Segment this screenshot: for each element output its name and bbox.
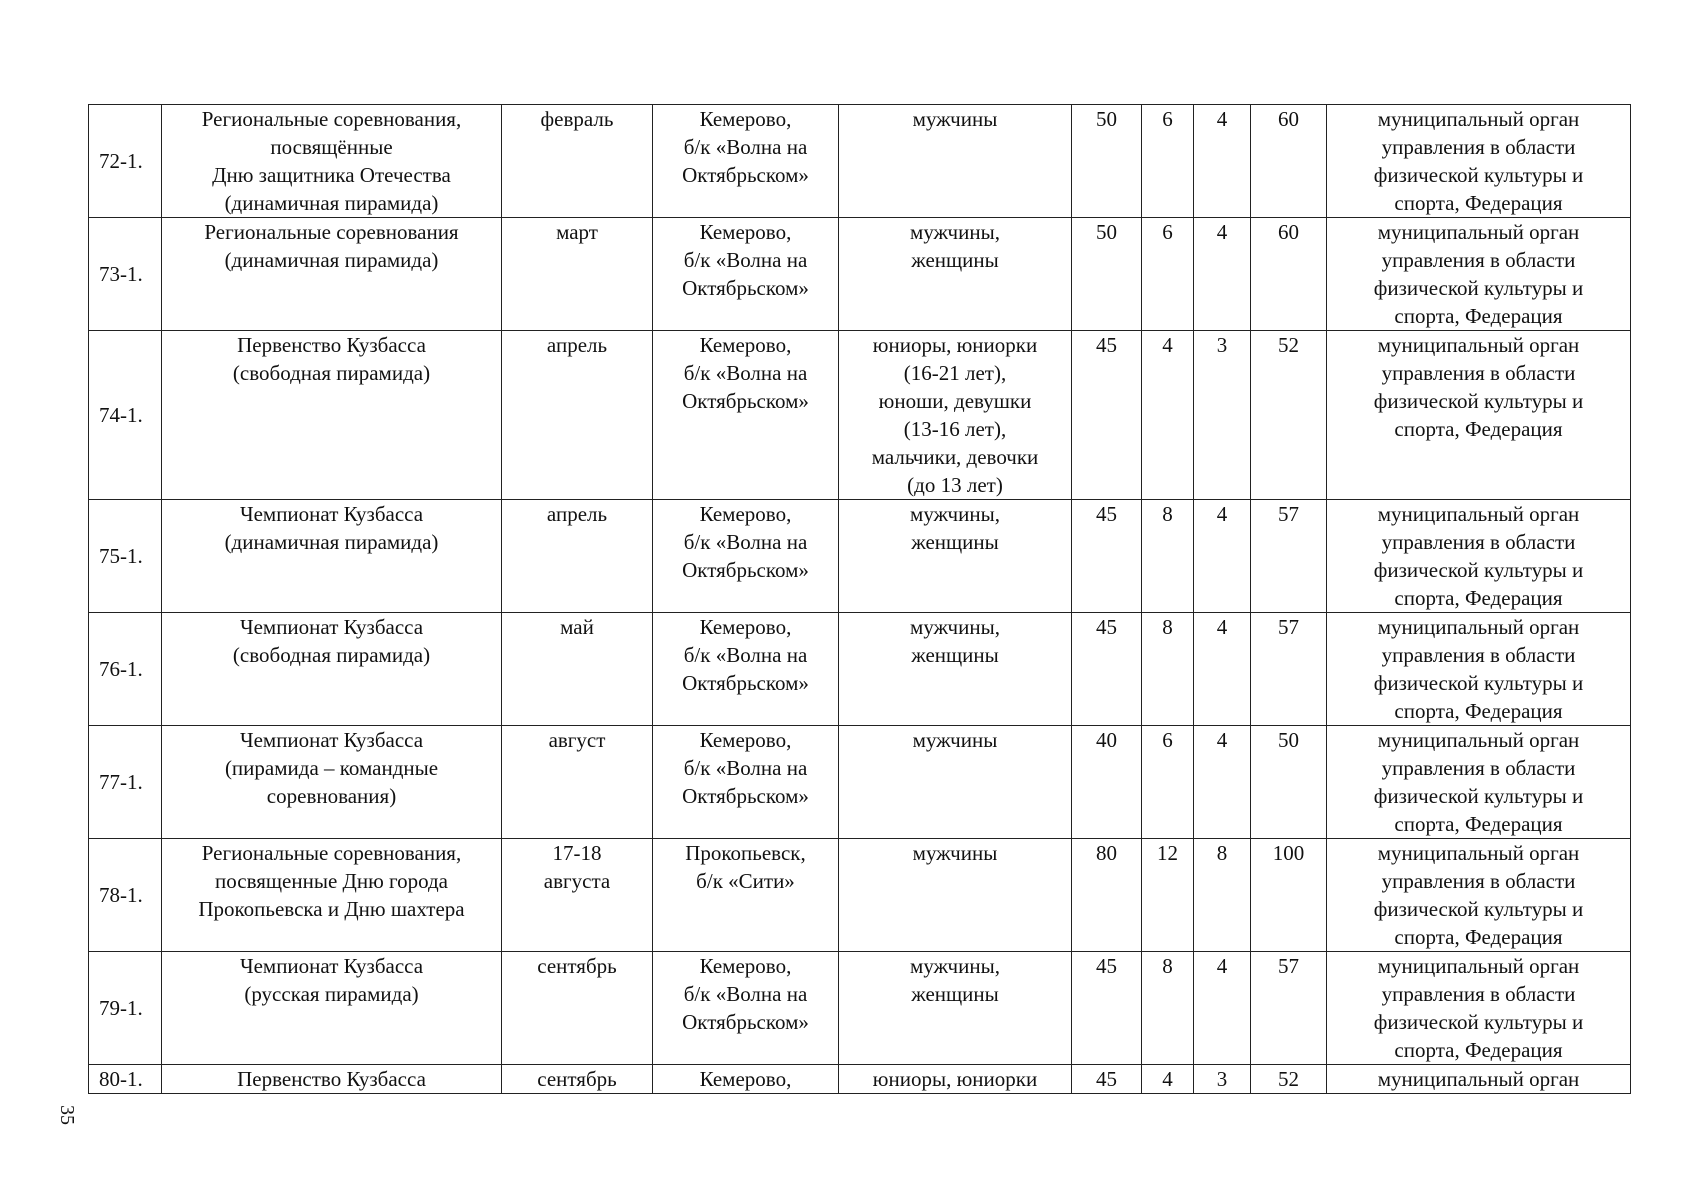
row-number-cell: 78-1. [89, 839, 162, 952]
event-place-cell: Прокопьевск, б/к «Сити» [653, 839, 839, 952]
count-total-cell: 52 [1251, 331, 1327, 500]
event-date-cell: май [502, 613, 653, 726]
count-total-cell: 50 [1251, 726, 1327, 839]
count-total-cell: 52 [1251, 1065, 1327, 1094]
event-name-cell: Региональные соревнования, посвященные Дню города Прокопьевска и Дню шахтера [162, 839, 502, 952]
participants-cell: юниоры, юниорки (16-21 лет), юноши, девушки (13-16 лет), мальчики, девочки (до 13 лет) [839, 331, 1072, 500]
participants-cell: мужчины, женщины [839, 952, 1072, 1065]
event-date-cell: февраль [502, 105, 653, 218]
participants-cell: мужчины [839, 839, 1072, 952]
count-1-cell: 80 [1072, 839, 1142, 952]
participants-cell: мужчины [839, 105, 1072, 218]
count-1-cell: 45 [1072, 500, 1142, 613]
count-3-cell: 4 [1194, 500, 1251, 613]
event-place-cell: Кемерово, б/к «Волна на Октябрьском» [653, 105, 839, 218]
count-2-cell: 8 [1142, 613, 1194, 726]
count-2-cell: 6 [1142, 218, 1194, 331]
count-3-cell: 4 [1194, 726, 1251, 839]
count-total-cell: 57 [1251, 613, 1327, 726]
organizer-cell: муниципальный орган управления в области физической культуры и спорта, Федерация [1327, 218, 1631, 331]
row-number-cell: 76-1. [89, 613, 162, 726]
row-number-cell: 74-1. [89, 331, 162, 500]
event-name-cell: Региональные соревнования, посвящённые Дню защитника Отечества (динамичная пирамида) [162, 105, 502, 218]
count-2-cell: 8 [1142, 500, 1194, 613]
count-3-cell: 4 [1194, 613, 1251, 726]
count-1-cell: 45 [1072, 1065, 1142, 1094]
count-total-cell: 60 [1251, 218, 1327, 331]
event-date-cell: сентябрь [502, 1065, 653, 1094]
count-2-cell: 8 [1142, 952, 1194, 1065]
organizer-cell: муниципальный орган управления в области физической культуры и спорта, Федерация [1327, 331, 1631, 500]
event-name-cell: Чемпионат Кузбасса (пирамида – командные соревнования) [162, 726, 502, 839]
event-name-cell: Региональные соревнования (динамичная пирамида) [162, 218, 502, 331]
row-number-cell: 75-1. [89, 500, 162, 613]
event-name-cell: Первенство Кузбасса (свободная пирамида) [162, 331, 502, 500]
participants-cell: мужчины, женщины [839, 613, 1072, 726]
count-3-cell: 4 [1194, 218, 1251, 331]
participants-cell: юниоры, юниорки [839, 1065, 1072, 1094]
table-row [89, 613, 1631, 726]
count-1-cell: 45 [1072, 331, 1142, 500]
table-row [89, 105, 1631, 218]
count-1-cell: 40 [1072, 726, 1142, 839]
count-1-cell: 45 [1072, 952, 1142, 1065]
organizer-cell: муниципальный орган управления в области физической культуры и спорта, Федерация [1327, 726, 1631, 839]
table-row [89, 218, 1631, 331]
row-number-cell: 79-1. [89, 952, 162, 1065]
table-row [89, 1065, 1631, 1094]
event-date-cell: 17-18 августа [502, 839, 653, 952]
count-2-cell: 4 [1142, 331, 1194, 500]
event-name-cell: Чемпионат Кузбасса (свободная пирамида) [162, 613, 502, 726]
event-place-cell: Кемерово, б/к «Волна на Октябрьском» [653, 726, 839, 839]
event-place-cell: Кемерово, б/к «Волна на Октябрьском» [653, 613, 839, 726]
event-date-cell: август [502, 726, 653, 839]
count-3-cell: 8 [1194, 839, 1251, 952]
count-total-cell: 60 [1251, 105, 1327, 218]
competition-schedule-table [88, 104, 1631, 1094]
count-total-cell: 100 [1251, 839, 1327, 952]
count-total-cell: 57 [1251, 500, 1327, 613]
organizer-cell: муниципальный орган управления в области физической культуры и спорта, Федерация [1327, 952, 1631, 1065]
event-name-cell: Чемпионат Кузбасса (русская пирамида) [162, 952, 502, 1065]
row-number-cell: 72-1. [89, 105, 162, 218]
table-row [89, 500, 1631, 613]
participants-cell: мужчины, женщины [839, 218, 1072, 331]
table-row [89, 331, 1631, 500]
row-number-cell: 77-1. [89, 726, 162, 839]
event-place-cell: Кемерово, б/к «Волна на Октябрьском» [653, 331, 839, 500]
organizer-cell: муниципальный орган [1327, 1065, 1631, 1094]
table-row [89, 952, 1631, 1065]
count-total-cell: 57 [1251, 952, 1327, 1065]
count-2-cell: 4 [1142, 1065, 1194, 1094]
event-date-cell: апрель [502, 500, 653, 613]
count-2-cell: 6 [1142, 726, 1194, 839]
event-date-cell: апрель [502, 331, 653, 500]
table-row [89, 726, 1631, 839]
event-place-cell: Кемерово, б/к «Волна на Октябрьском» [653, 500, 839, 613]
count-1-cell: 50 [1072, 105, 1142, 218]
page-number: 35 [56, 1105, 78, 1125]
event-name-cell: Первенство Кузбасса [162, 1065, 502, 1094]
participants-cell: мужчины, женщины [839, 500, 1072, 613]
count-2-cell: 12 [1142, 839, 1194, 952]
table-body [89, 105, 1631, 1094]
count-2-cell: 6 [1142, 105, 1194, 218]
count-3-cell: 3 [1194, 331, 1251, 500]
count-3-cell: 3 [1194, 1065, 1251, 1094]
row-number-cell: 80-1. [89, 1065, 162, 1094]
organizer-cell: муниципальный орган управления в области физической культуры и спорта, Федерация [1327, 500, 1631, 613]
event-place-cell: Кемерово, [653, 1065, 839, 1094]
participants-cell: мужчины [839, 726, 1072, 839]
count-1-cell: 50 [1072, 218, 1142, 331]
event-date-cell: март [502, 218, 653, 331]
organizer-cell: муниципальный орган управления в области физической культуры и спорта, Федерация [1327, 105, 1631, 218]
organizer-cell: муниципальный орган управления в области физической культуры и спорта, Федерация [1327, 839, 1631, 952]
event-place-cell: Кемерово, б/к «Волна на Октябрьском» [653, 952, 839, 1065]
row-number-cell: 73-1. [89, 218, 162, 331]
count-3-cell: 4 [1194, 952, 1251, 1065]
count-1-cell: 45 [1072, 613, 1142, 726]
event-place-cell: Кемерово, б/к «Волна на Октябрьском» [653, 218, 839, 331]
count-3-cell: 4 [1194, 105, 1251, 218]
table-row [89, 839, 1631, 952]
event-name-cell: Чемпионат Кузбасса (динамичная пирамида) [162, 500, 502, 613]
organizer-cell: муниципальный орган управления в области физической культуры и спорта, Федерация [1327, 613, 1631, 726]
event-date-cell: сентябрь [502, 952, 653, 1065]
